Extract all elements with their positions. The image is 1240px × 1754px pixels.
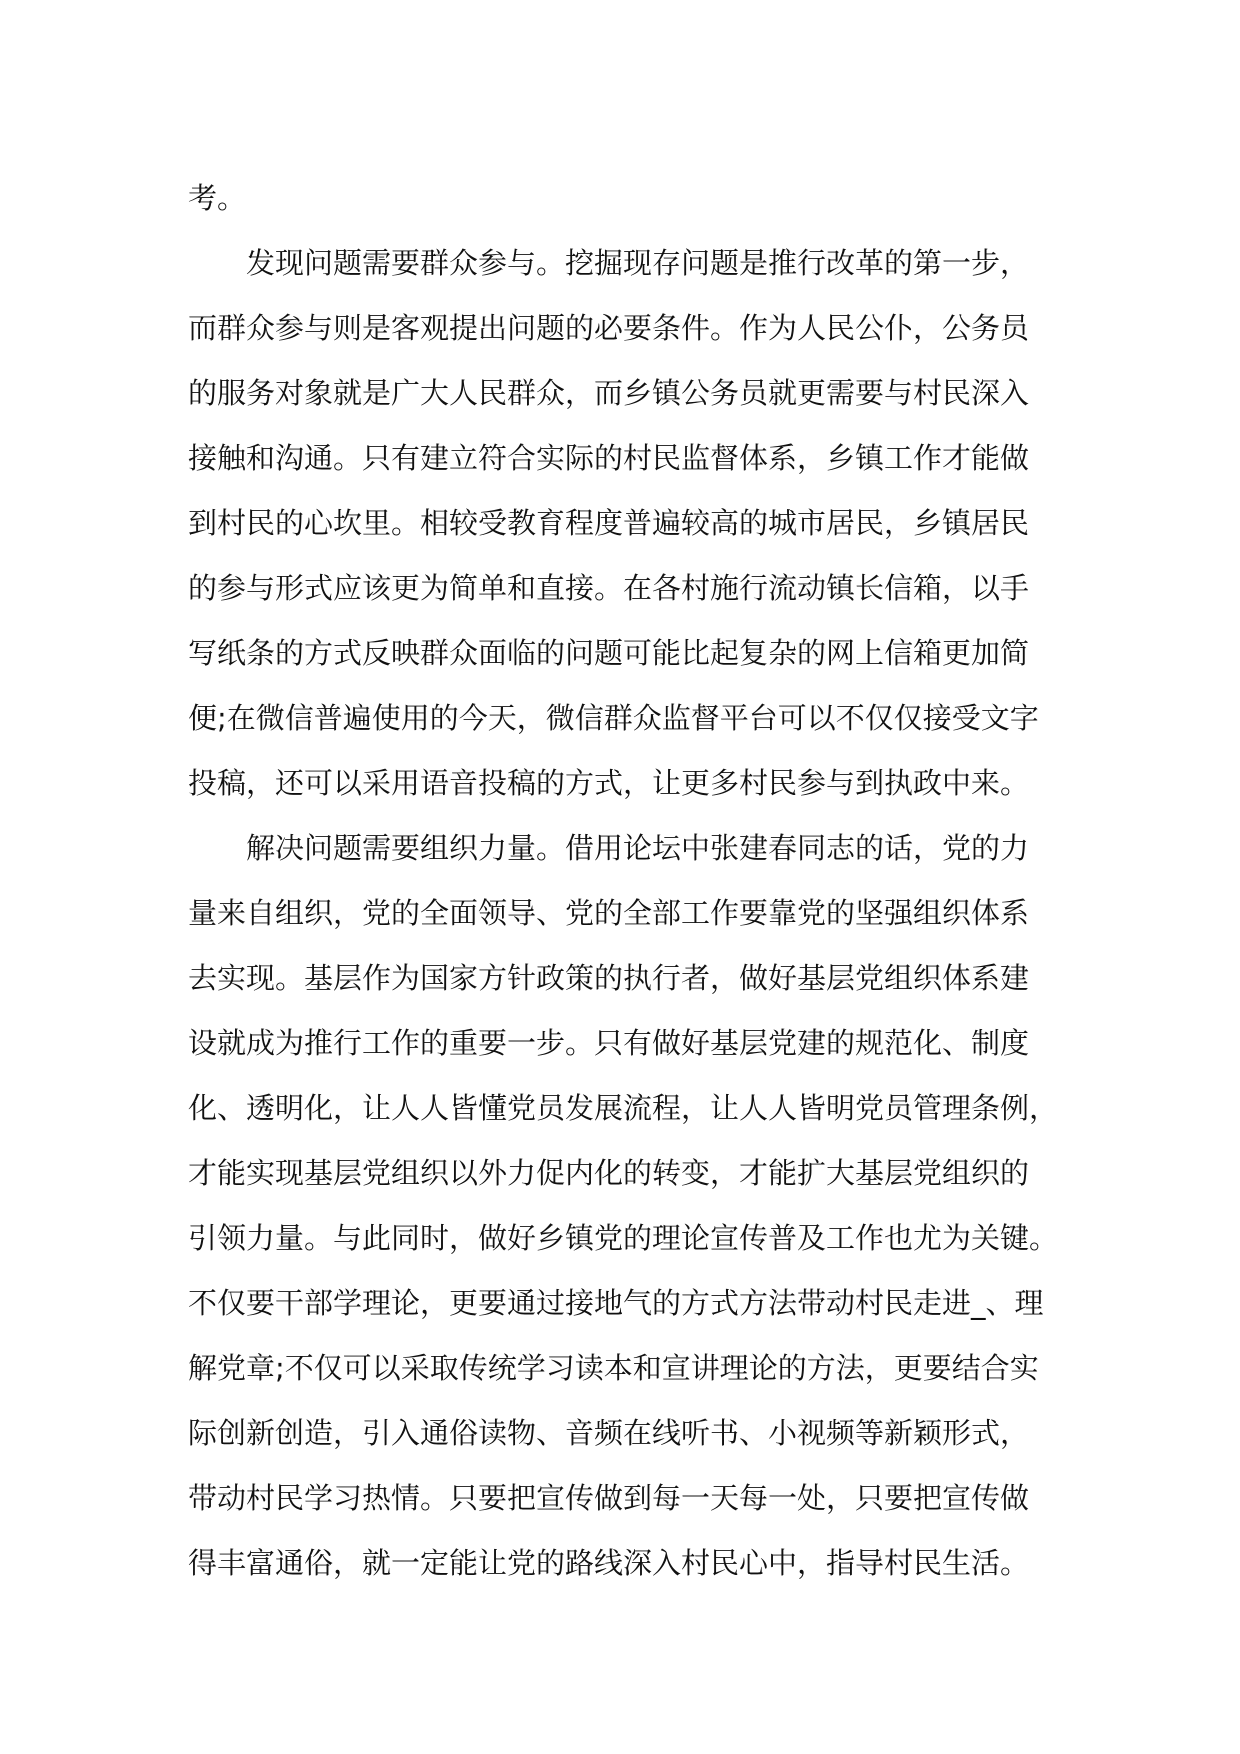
- text-line: 考。: [188, 181, 247, 215]
- text-line: 接触和沟通。只有建立符合实际的村民监督体系，乡镇工作才能做: [188, 441, 1030, 475]
- text-line: 便;在微信普遍使用的今天，微信群众监督平台可以不仅仅接受文字: [188, 701, 1039, 735]
- text-line: 解党章;不仅可以采取传统学习读本和宣讲理论的方法，更要结合实: [188, 1351, 1039, 1385]
- text-line: 到村民的心坎里。相较受教育程度普遍较高的城市居民，乡镇居民: [188, 506, 1030, 540]
- text-line: 得丰富通俗，就一定能让党的路线深入村民心中，指导村民生活。: [188, 1546, 1030, 1580]
- text-line: 才能实现基层党组织以外力促内化的转变，才能扩大基层党组织的: [188, 1156, 1030, 1190]
- text-line: 设就成为推行工作的重要一步。只有做好基层党建的规范化、制度: [188, 1026, 1030, 1060]
- text-line: 投稿，还可以采用语音投稿的方式，让更多村民参与到执政中来。: [188, 766, 1030, 800]
- text-line: 的服务对象就是广大人民群众，而乡镇公务员就更需要与村民深入: [188, 376, 1030, 410]
- text-line: 写纸条的方式反映群众面临的问题可能比起复杂的网上信箱更加简: [188, 636, 1030, 670]
- text-line: 际创新创造，引入通俗读物、音频在线听书、小视频等新颖形式，: [188, 1416, 1030, 1450]
- document-body: [188, 166, 1088, 1596]
- text-line: 而群众参与则是客观提出问题的必要条件。作为人民公仆，公务员: [188, 311, 1030, 345]
- paragraph-first-line: 发现问题需要群众参与。挖掘现存问题是推行改革的第一步，: [246, 246, 1030, 280]
- text-line: 引领力量。与此同时，做好乡镇党的理论宣传普及工作也尤为关键。: [188, 1221, 1059, 1255]
- text-line: 的参与形式应该更为简单和直接。在各村施行流动镇长信箱，以手: [188, 571, 1030, 605]
- text-line: 带动村民学习热情。只要把宣传做到每一天每一处，只要把宣传做: [188, 1481, 1030, 1515]
- text-line: 量来自组织，党的全面领导、党的全部工作要靠党的坚强组织体系: [188, 896, 1030, 930]
- paragraph-first-line: 解决问题需要组织力量。借用论坛中张建春同志的话，党的力: [246, 831, 1030, 865]
- text-line: 化、透明化，让人人皆懂党员发展流程，让人人皆明党员管理条例，: [188, 1091, 1059, 1125]
- text-line: 不仅要干部学理论，更要通过接地气的方式方法带动村民走进_、理: [188, 1286, 1044, 1320]
- text-line: 去实现。基层作为国家方针政策的执行者，做好基层党组织体系建: [188, 961, 1030, 995]
